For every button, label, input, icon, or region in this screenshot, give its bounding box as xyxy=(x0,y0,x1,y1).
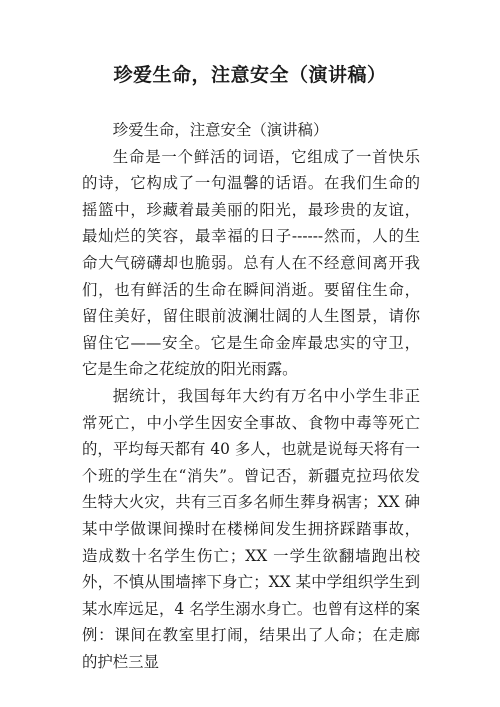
document-title: 珍爱生命，注意安全（演讲稿） xyxy=(113,64,387,86)
paragraph-subtitle: 珍爱生命，注意安全（演讲稿） xyxy=(112,121,329,139)
paragraph-intro: 生命是一个鲜活的词语，它组成了一首快乐的诗，它构成了一句温馨的话语。在我们生命的摇篮中，珍藏着最美丽的阳光，最珍贵的友谊，最灿烂的笑容，最幸福的日子------然而，人的生命大气磅礴却也脆弱。总有人在不经意间离开我们，也有鲜活的生命在瞬间消逝。要留住生命，留住美好，留住眼前波澜壮阔的人生图景，请你留住它——安全。它是生命金库最忠实的守卫，它是生命之花绽放的阳光雨露。 xyxy=(82,147,420,379)
document-body xyxy=(82,117,420,675)
paragraph-statistics: 据统计，我国每年大约有万名中小学生非正常死亡，中小学生因安全事故、食物中毒等死亡的，平均每天都有 40 多人，也就是说每天将有一个班的学生在“消失”。曾记否，新疆克拉玛依发生特大火灾，共有三百多名师生葬身祸害；XX 砷某中学做课间操时在楼梯间发生拥挤踩踏事故，造成数十名学生伤亡；XX 一学生欲翻墙跑出校外，不慎从围墙摔下身亡；XX 某中学组织学生到某水库远足，4 名学生溺水身亡。也曾有这样的案例：课间在教室里打闹，结果出了人命；在走廊的护栏三显 xyxy=(82,386,420,671)
